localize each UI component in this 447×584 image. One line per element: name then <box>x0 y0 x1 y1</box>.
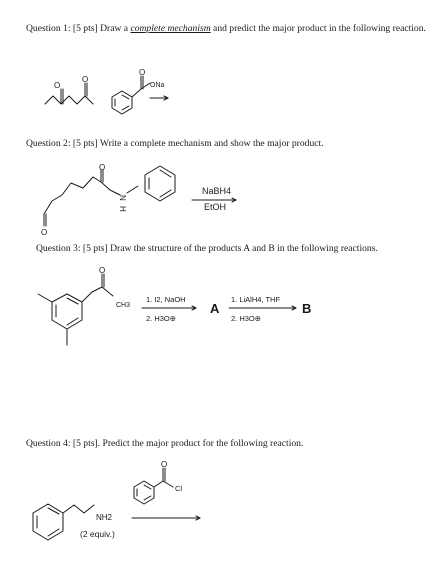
q1-benzoate-structure <box>112 76 150 114</box>
q1-oxygen-2: O <box>82 75 89 84</box>
q3-substrate-structure <box>38 274 113 345</box>
q3-step2-reagent-bottom: 2. H3O⊕ <box>231 314 262 323</box>
q4-benzoyl-chloride-structure <box>134 468 173 504</box>
q3-step1-reagent-bottom: 2. H3O⊕ <box>146 314 177 323</box>
q3-step2-reagent-top: 1. LiAlH4, THF <box>231 295 281 304</box>
q1-emphasis: complete mechanism <box>130 23 211 34</box>
q1-prefix: Question 1: [5 pts] Draw a <box>26 23 131 34</box>
q3-product-a: A <box>210 301 220 316</box>
q4-cl-label: Cl <box>175 484 183 493</box>
q3-product-b: B <box>302 301 312 316</box>
question-2-text: Question 2: [5 pts] Write a complete mechanism and show the major product. <box>26 138 324 149</box>
q1-oxygen-1: O <box>54 81 61 90</box>
q2-substrate-structure <box>44 166 175 226</box>
q4-carbonyl-oxygen: O <box>161 460 168 469</box>
q2-nh-hydrogen: H <box>118 206 127 212</box>
q1-diester-structure <box>45 83 93 104</box>
q2-aldehyde-oxygen: O <box>41 228 48 237</box>
question-4-text: Question 4: [5 pts]. Predict the major product for the following reaction. <box>26 438 304 449</box>
q2-reagent-2: EtOH <box>204 202 227 212</box>
q4-equiv-label: (2 equiv.) <box>80 529 115 539</box>
q3-ch3-label: CH3 <box>116 302 131 309</box>
q1-oxygen-3: O <box>139 68 146 77</box>
q1-ona-label: ONa <box>150 82 165 89</box>
q2-reagent-1: NaBH4 <box>202 186 232 196</box>
q3-step1-reagent-top: 1. I2, NaOH <box>146 295 186 304</box>
q2-ketone-oxygen: O <box>99 163 106 172</box>
question-3-text: Question 3: [5 pts] Draw the structure of the products A and B in the following reactions. <box>36 243 378 254</box>
q2-nitrogen: N <box>118 195 127 201</box>
q3-ketone-oxygen: O <box>99 266 106 275</box>
q4-nh2-label: NH2 <box>96 513 113 522</box>
q1-suffix: and predict the major product in the following reaction. <box>210 23 426 34</box>
